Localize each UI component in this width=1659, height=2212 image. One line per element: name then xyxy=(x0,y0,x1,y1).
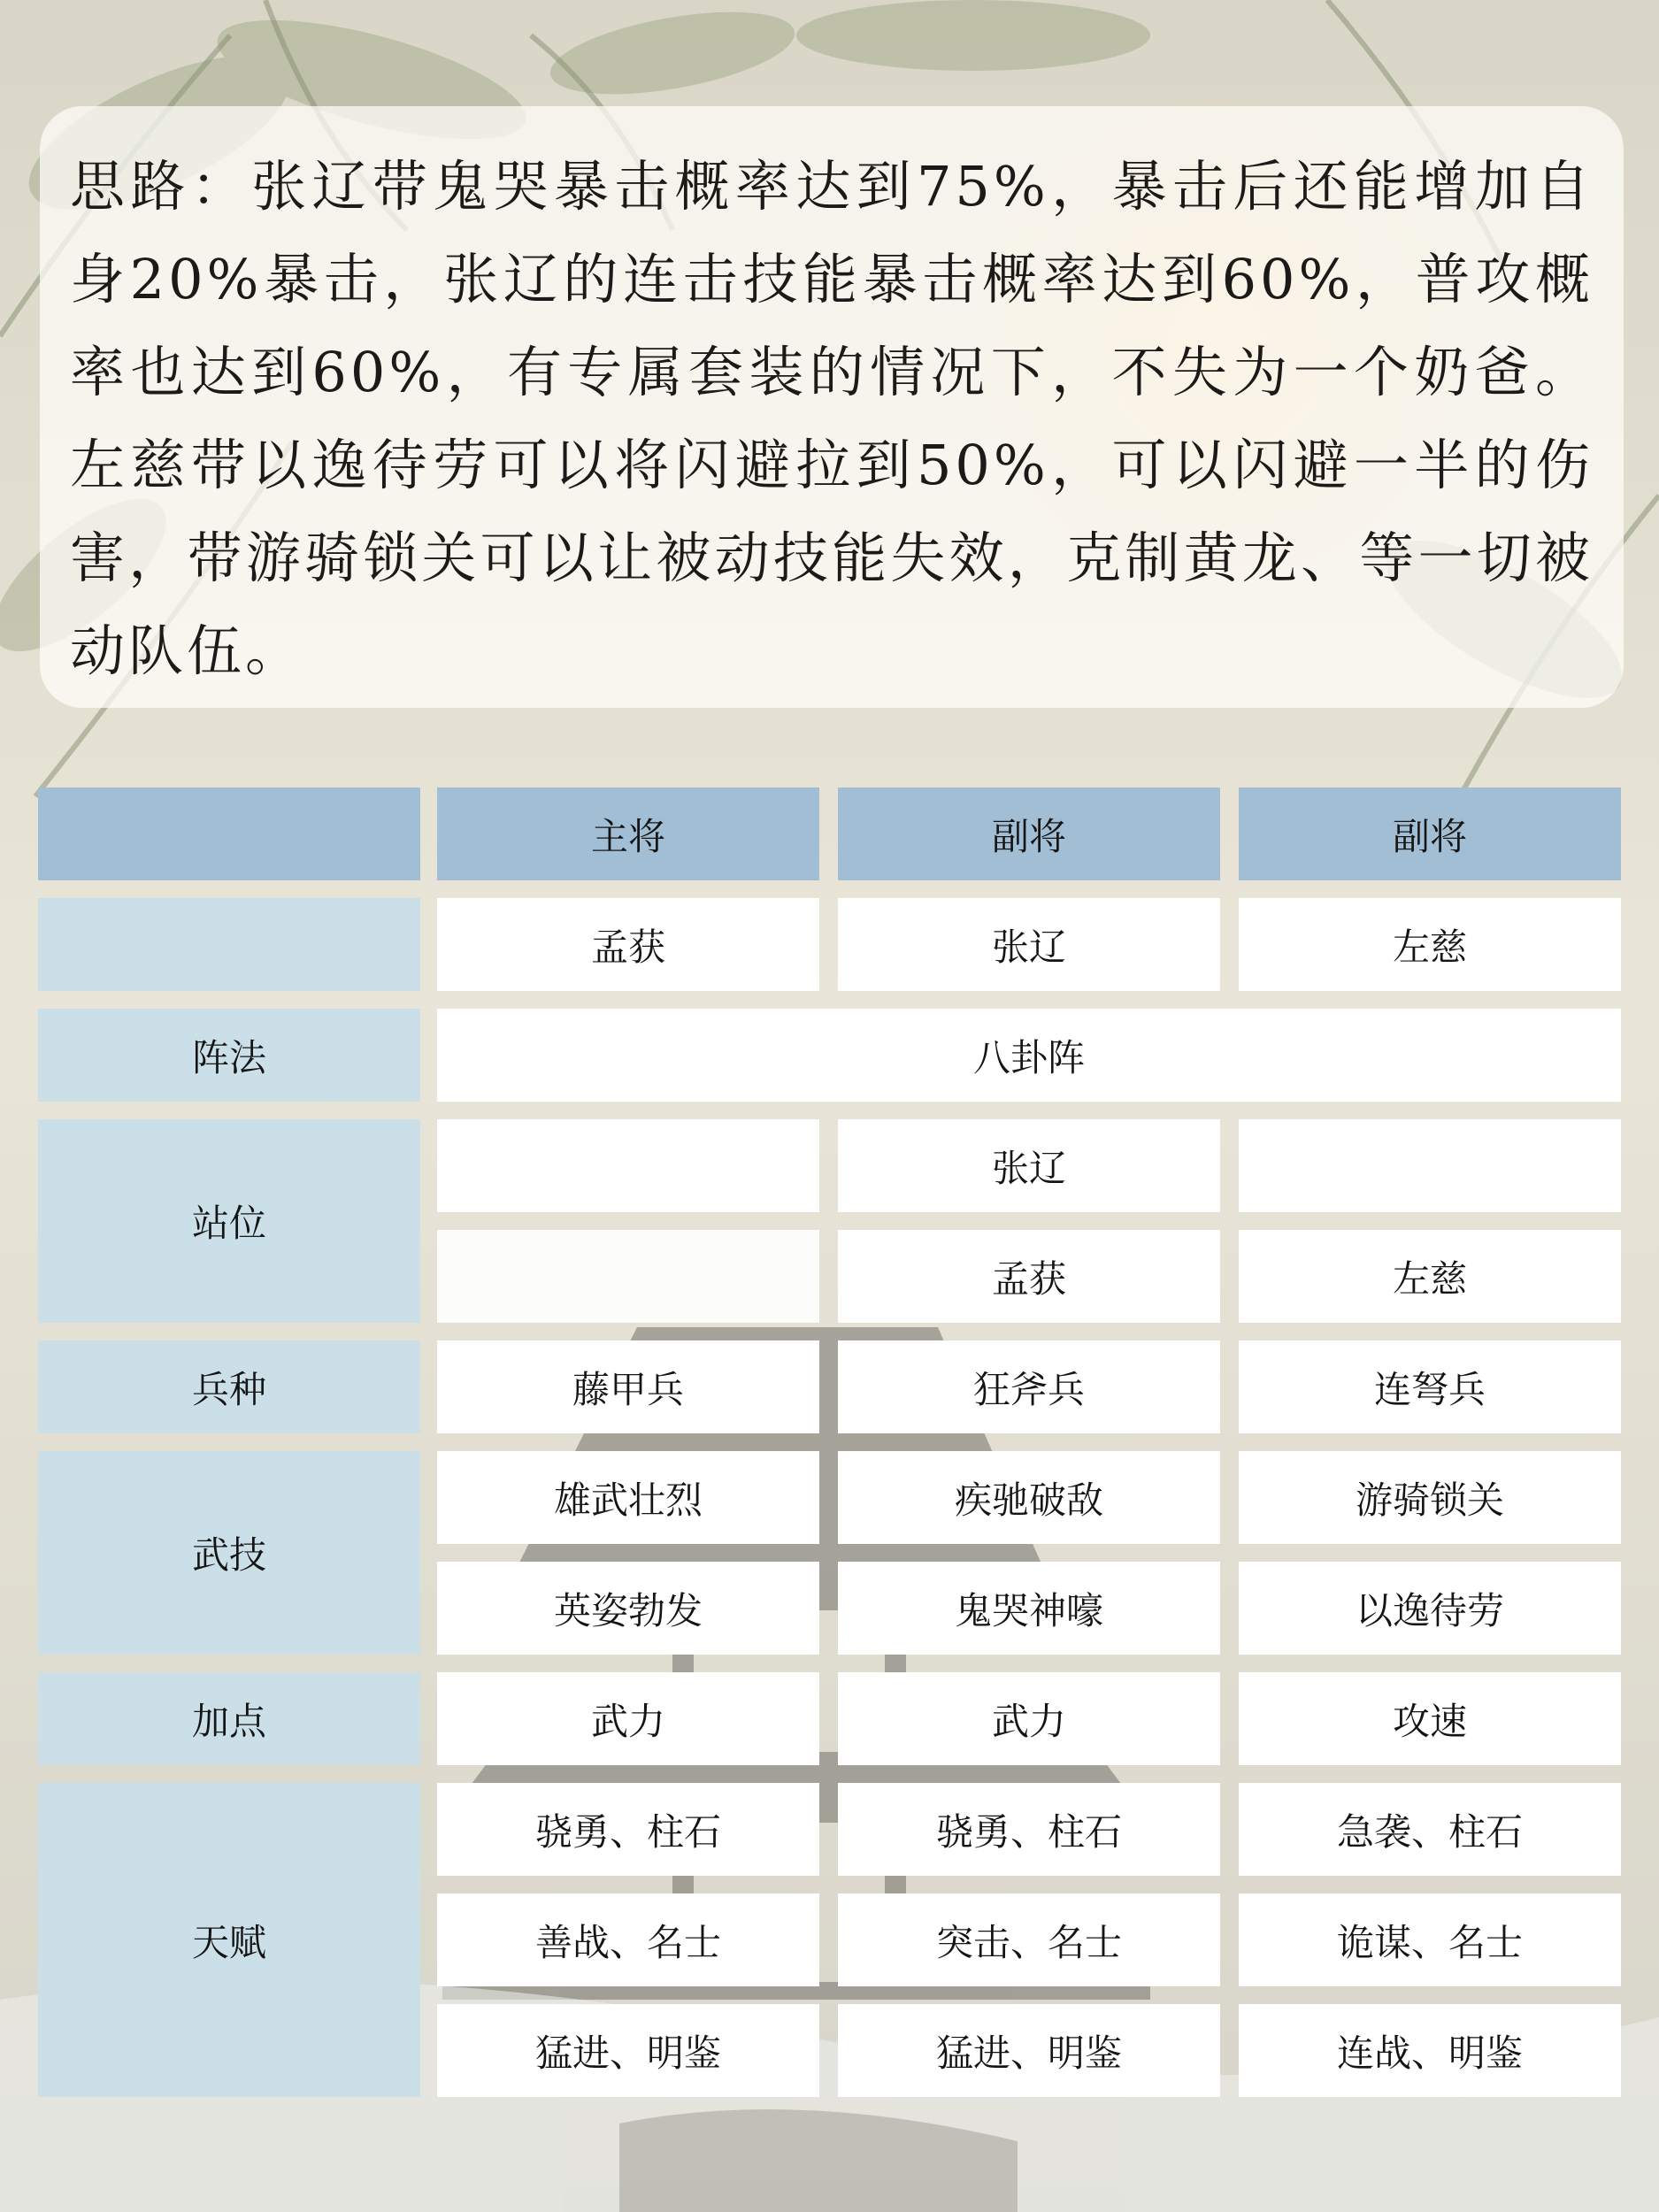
general-vice-2: 左慈 xyxy=(1239,898,1621,991)
troop-main: 藤甲兵 xyxy=(437,1340,819,1433)
position-r1-c3 xyxy=(1239,1119,1621,1212)
points-vice-1: 武力 xyxy=(838,1672,1220,1765)
talent-r2-c3: 诡谋、名士 xyxy=(1239,1893,1621,1986)
skill-r1-c2: 疾驰破敌 xyxy=(838,1451,1220,1544)
talent-r3-c2: 猛进、明鉴 xyxy=(838,2004,1220,2097)
points-main: 武力 xyxy=(437,1672,819,1765)
strategy-note-text: 思路：张辽带鬼哭暴击概率达到75%，暴击后还能增加自身20%暴击，张辽的连击技能暴击概率达到60%，普攻概率也达到60%，有专属套装的情况下，不失为一个奶爸。左慈带以逸待劳可以将闪避拉到50%，可以闪避一半的伤害，带游骑锁关可以让被动技能失效，克制黄龙、等一切被动队伍。 xyxy=(70,154,1594,683)
troop-vice-2: 连弩兵 xyxy=(1239,1340,1621,1433)
skills-label: 武技 xyxy=(38,1451,420,1655)
talent-r2-c1: 善战、名士 xyxy=(437,1893,819,1986)
points-label: 加点 xyxy=(38,1672,420,1765)
skill-r1-c1: 雄武壮烈 xyxy=(437,1451,819,1544)
formation-label: 阵法 xyxy=(38,1009,420,1102)
talent-r1-c3: 急袭、柱石 xyxy=(1239,1783,1621,1876)
troop-label: 兵种 xyxy=(38,1340,420,1433)
position-r1-c2: 张辽 xyxy=(838,1119,1220,1212)
talent-r3-c3: 连战、明鉴 xyxy=(1239,2004,1621,2097)
general-vice-1: 张辽 xyxy=(838,898,1220,991)
general-main: 孟获 xyxy=(437,898,819,991)
header-vice-general-1: 副将 xyxy=(838,787,1220,880)
header-corner-cell xyxy=(38,787,420,880)
talent-r1-c1: 骁勇、柱石 xyxy=(437,1783,819,1876)
skill-r1-c3: 游骑锁关 xyxy=(1239,1451,1621,1544)
talent-r2-c2: 突击、名士 xyxy=(838,1893,1220,1986)
troop-vice-1: 狂斧兵 xyxy=(838,1340,1220,1433)
formation-value: 八卦阵 xyxy=(437,1009,1621,1102)
skill-r2-c2: 鬼哭神嚎 xyxy=(838,1562,1220,1655)
talent-r3-c1: 猛进、明鉴 xyxy=(437,2004,819,2097)
points-vice-2: 攻速 xyxy=(1239,1672,1621,1765)
position-label: 站位 xyxy=(38,1119,420,1323)
position-r1-c1 xyxy=(437,1119,819,1212)
header-main-general: 主将 xyxy=(437,787,819,880)
generals-label-cell xyxy=(38,898,420,991)
header-vice-general-2: 副将 xyxy=(1239,787,1621,880)
skill-r2-c1: 英姿勃发 xyxy=(437,1562,819,1655)
position-r2-c2: 孟获 xyxy=(838,1230,1220,1323)
position-r2-c1 xyxy=(437,1230,819,1323)
skill-r2-c3: 以逸待劳 xyxy=(1239,1562,1621,1655)
talents-label: 天赋 xyxy=(38,1783,420,2097)
strategy-note-panel xyxy=(40,106,1624,708)
position-r2-c3: 左慈 xyxy=(1239,1230,1621,1323)
talent-r1-c2: 骁勇、柱石 xyxy=(838,1783,1220,1876)
